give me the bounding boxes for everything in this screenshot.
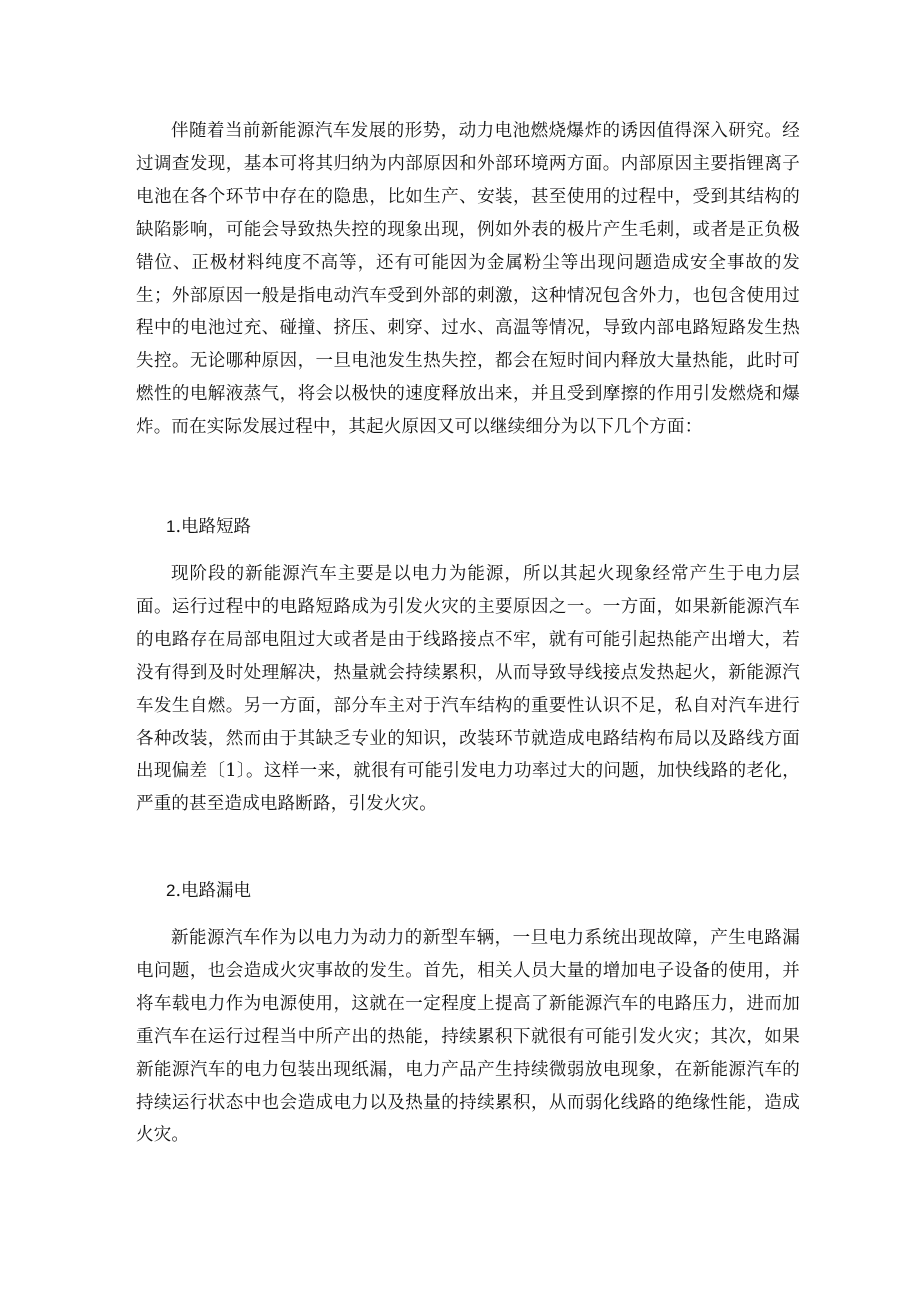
intro-paragraph: 伴随着当前新能源汽车发展的形势，动力电池燃烧爆炸的诱因值得深入研究。经过调查发现，基本可将其归纳为内部原因和外部环境两方面。内部原因主要指锂离子电池在各个环节中存在的隐患，比如生产、安装，甚至使用的过程中，受到其结构的缺陷影响，可能会导致热失控的现象出现，例如外表的极片产生毛刺，或者是正负极错位、正极材料纯度不高等，还有可能因为金属粉尘等出现问题造成安全事故的发生；外部原因一般是指电动汽车受到外部的刺激，这种情况包含外力，也包含使用过程中的电池过充、碰撞、挤压、刺穿、过水、高温等情况，导致内部电路短路发生热失控。无论哪种原因，一旦电池发生热失控，都会在短时间内释放大量热能，此时可燃性的电解液蒸气，将会以极快的速度释放出来，并且受到摩擦的作用引发燃烧和爆炸。而在实际发展过程中，其起火原因又可以继续细分为以下几个方面：	[136, 121, 800, 438]
section-heading-leakage	[166, 879, 251, 903]
section-title: .电路漏电	[175, 881, 252, 901]
section-number: 1	[166, 517, 176, 536]
leakage-paragraph: 新能源汽车作为以电力为动力的新型车辆，一旦电力系统出现故障，产生电路漏电问题，也会造成火灾事故的发生。首先，相关人员大量的增加电子设备的使用，并将车载电力作为电源使用，这就在一定程度上提高了新能源汽车的电路压力，进而加重汽车在运行过程当中所产出的热能，持续累积下就很有可能引发火灾；其次，如果新能源汽车的电力包装出现纸漏，电力产品产生持续微弱放电现象，在新能源汽车的持续运行状态中也会造成电力以及热量的持续累积，从而弱化线路的绝缘性能，造成火灾。	[136, 928, 800, 1146]
section-heading-short-circuit	[166, 515, 251, 539]
section-number: 2	[166, 881, 176, 900]
short-circuit-paragraph: 现阶段的新能源汽车主要是以电力为能源，所以其起火现象经常产生于电力层面。运行过程中的电路短路成为引发火灾的主要原因之一。一方面，如果新能源汽车的电路存在局部电阻过大或者是由于线路接点不牢，就有可能引起热能产出增大，若没有得到及时处理解决，热量就会持续累积，从而导致导线接点发热起火，新能源汽车发生自燃。另一方面，部分车主对于汽车结构的重要性认识不足，私自对汽车进行各种改装，然而由于其缺乏专业的知识，改装环节就造成电路结构布局以及路线方面出现偏差〔1〕。这样一来，就很有可能引发电力功率过大的问题，加快线路的老化，严重的甚至造成电路断路，引发火灾。	[136, 564, 800, 815]
section-title: .电路短路	[175, 517, 252, 537]
